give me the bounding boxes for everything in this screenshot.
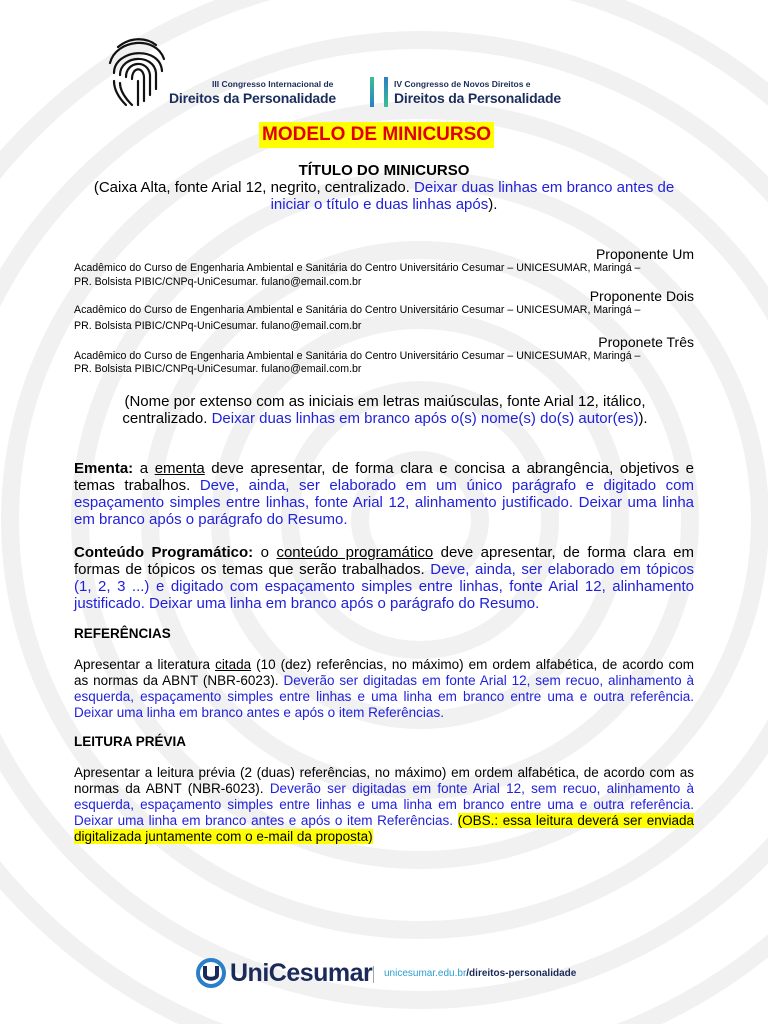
reading-heading: LEITURA PRÉVIA xyxy=(74,734,187,749)
references-paragraph: Apresentar a literatura citada (10 (dez) referências, no máximo) em ordem alfabética, de acordo com as normas da ABNT (NBR-6023). Deverão ser digitadas em fonte Arial 12, sem recuo, alinhamento à esquerda, espaçamento simples entre linhas e uma linha em branco entre uma e outra referência. Deixar uma linha em branco antes e após o item Referências. xyxy=(74,657,694,720)
reading-paragraph: Apresentar a leitura prévia (2 (duas) referências, no máximo) em ordem alfabética, de acordo com as normas da ABNT (NBR-6023). Deverão ser digitadas em fonte Arial 12, sem recuo, alinhamento à esquerda, espaçamento simples entre linhas e uma linha em branco entre uma e outra referência. Deixar uma linha em branco antes e após o item Referências. (OBS.: essa leitura deverá ser enviada digitalizada juntamente com o e-mail da proposta) xyxy=(74,765,694,844)
proponent-affiliation: Acadêmico do Curso de Engenharia Ambiental e Sanitária do Centro Universitário Cesumar – UNICESUMAR, Maringá – xyxy=(74,304,641,316)
footer-separator xyxy=(373,966,374,983)
header-left-subtitle: III Congresso Internacional de xyxy=(212,79,334,89)
header-divider-right xyxy=(384,77,388,107)
proponent-affiliation: PR. Bolsista PIBIC/CNPq-UniCesumar. fulano@email.com.br xyxy=(74,363,362,375)
footer-url[interactable]: unicesumar.edu.br/direitos-personalidade xyxy=(384,968,577,979)
header-divider-left xyxy=(370,77,374,107)
header-right-subtitle: IV Congresso de Novos Direitos e xyxy=(394,79,531,89)
proponent-affiliation: PR. Bolsista PIBIC/CNPq-UniCesumar. fulano@email.com.br xyxy=(74,276,362,288)
proponent-affiliation: Acadêmico do Curso de Engenharia Ambiental e Sanitária do Centro Universitário Cesumar – UNICESUMAR, Maringá – xyxy=(74,262,641,274)
title-instructions: (Caixa Alta, fonte Arial 12, negrito, centralizado. Deixar duas linhas em branco antes de iniciar o título e duas linhas após). xyxy=(93,179,675,213)
footer-brand: UniCesumar xyxy=(230,959,373,987)
conteudo-paragraph: Conteúdo Programático: o conteúdo programático deve apresentar, de forma clara em formas de tópicos os temas que serão trabalhados. Deve, ainda, ser elaborado em tópicos (1, 2, 3 ...) e digitado com espaçamento simples entre linhas, fonte Arial 12, alinhamento justificado. Deixar uma linha em branco após o parágrafo do Resumo. xyxy=(74,544,694,612)
proponent-name: Proponete Três xyxy=(598,334,694,350)
ementa-paragraph: Ementa: a ementa deve apresentar, de forma clara e concisa a abrangência, objetivos e temas trabalhos. Deve, ainda, ser elaborado em um único parágrafo e digitado com espaçamento simples entre linhas, fonte Arial 12, alinhamento justificado. Deixar uma linha em branco após o parágrafo do Resumo. xyxy=(74,460,694,528)
names-instructions: (Nome por extenso com as iniciais em letras maiúsculas, fonte Arial 12, itálico, centralizado. Deixar duas linhas em branco após o(s) nome(s) do(s) autor(es)). xyxy=(122,393,648,427)
header-right-title: Direitos da Personalidade xyxy=(394,90,561,106)
fingerprint-logo-icon xyxy=(106,33,168,107)
proponent-name: Proponente Dois xyxy=(589,288,694,304)
header-left-title: Direitos da Personalidade xyxy=(169,90,336,106)
references-heading: REFERÊNCIAS xyxy=(74,626,171,641)
document-heading: MODELO DE MINICURSO xyxy=(259,122,494,148)
proponent-name: Proponente Um xyxy=(595,246,694,262)
proponent-affiliation: Acadêmico do Curso de Engenharia Ambiental e Sanitária do Centro Universitário Cesumar – UNICESUMAR, Maringá – xyxy=(74,350,641,362)
course-title: TÍTULO DO MINICURSO xyxy=(298,162,470,179)
unicesumar-logo-icon xyxy=(195,957,227,989)
proponent-affiliation: PR. Bolsista PIBIC/CNPq-UniCesumar. fulano@email.com.br xyxy=(74,320,362,332)
